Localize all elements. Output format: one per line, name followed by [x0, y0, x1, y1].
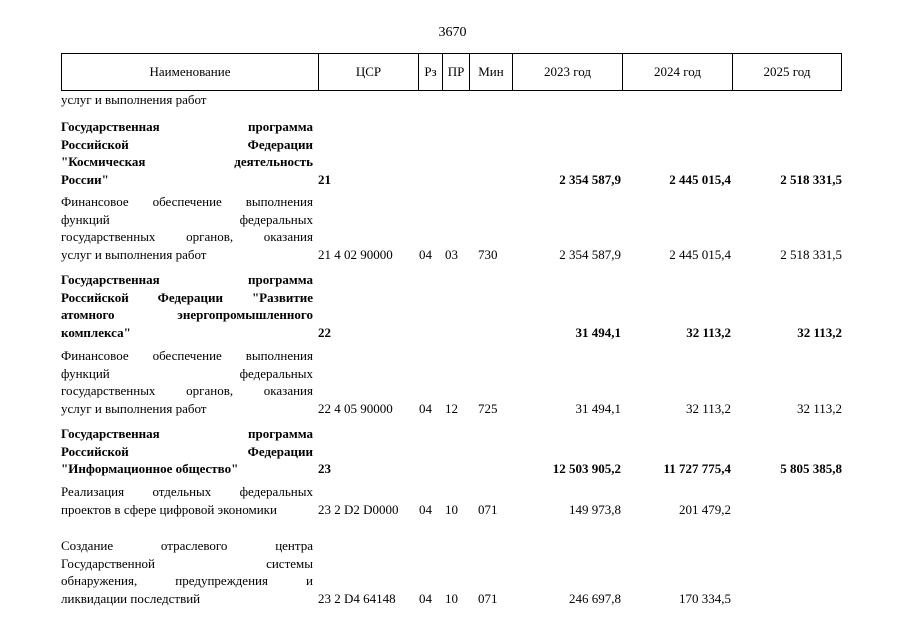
row-csr: 22 4 05 90000: [318, 400, 393, 416]
row-min: 071: [478, 501, 498, 517]
row-csr: 22: [318, 324, 331, 340]
row-pr: 10: [445, 590, 458, 606]
row-value-2024: 32 113,2: [685, 400, 731, 416]
row-name-line: "Информационное общество": [61, 461, 239, 476]
header-rz: Рз: [419, 54, 443, 90]
row-csr: 21: [318, 171, 331, 187]
row-pr: 03: [445, 246, 458, 262]
row-pr: 12: [445, 400, 458, 416]
row-min: 730: [478, 246, 498, 262]
row-value-2023: 2 354 587,9: [559, 171, 621, 187]
row-name-line: Российской Федерации "Развитие: [61, 289, 313, 305]
row-name-line: Создание отраслевого центра: [61, 538, 313, 553]
row-name-line: ликвидации последствий: [61, 590, 201, 606]
row-name-line: Государственная программа: [61, 272, 313, 287]
page-number: 3670: [438, 25, 467, 40]
row-name: [61, 425, 313, 478]
header-min: Мин: [470, 54, 513, 90]
row-value-2024: 11 727 775,4: [663, 461, 731, 476]
row-value-2025: 32 113,2: [797, 324, 842, 340]
header-2025: 2025 год: [763, 64, 811, 79]
row-value-2025: 32 113,2: [796, 400, 842, 416]
row-value-2023: 31 494,1: [575, 400, 621, 416]
header-2024: 2024 год: [623, 54, 733, 90]
row-value-2024: 170 334,5: [679, 590, 731, 606]
row-name: [61, 118, 313, 188]
row-rz: 04: [419, 246, 432, 262]
row-name-line: обнаружения, предупреждения и: [61, 573, 313, 588]
row-min: 071: [478, 590, 498, 606]
row-value-2025: 5 805 385,8: [780, 461, 842, 476]
row-name-line: Финансовое обеспечение выполнения: [61, 348, 313, 363]
row-name-line: атомного энергопромышленного: [61, 307, 313, 322]
row-name-line: Государственной системы: [61, 555, 313, 571]
row-name-line: комплекса": [61, 324, 131, 340]
row-rz: 04: [419, 590, 432, 606]
row-name-line: услуг и выполнения работ: [61, 400, 207, 416]
row-name-line: Государственная программа: [61, 426, 313, 441]
row-value-2023: 149 973,8: [569, 501, 621, 517]
row-csr: 21 4 02 90000: [318, 246, 393, 262]
row-name-line: Реализация отдельных федеральных: [61, 484, 313, 499]
row-rz: 04: [419, 501, 432, 517]
row-value-2024: 201 479,2: [679, 501, 731, 517]
row-csr: 23: [318, 461, 331, 476]
row-value-2023: 246 697,8: [569, 590, 621, 606]
row-csr: 23 2 D4 64148: [318, 590, 396, 606]
row-name-line: проектов в сфере цифровой экономики: [61, 501, 277, 517]
row-name: [61, 347, 313, 417]
row-name: [61, 271, 313, 341]
row-value-2024: 2 445 015,4: [669, 171, 731, 187]
row-value-2025: 2 518 331,5: [780, 171, 842, 187]
row-name: [61, 193, 313, 263]
row-name-line: Российской Федерации: [61, 136, 313, 152]
row-name-line: государственных органов, оказания: [61, 383, 313, 398]
carry-over-text: услуг и выполнения работ: [61, 92, 207, 107]
header-name: Наименование: [62, 54, 319, 90]
row-value-2023: 2 354 587,9: [559, 246, 621, 262]
row-name-line: Государственная программа: [61, 119, 313, 134]
row-min: 725: [478, 400, 498, 416]
row-name: [61, 483, 313, 518]
row-name-line: функций федеральных: [61, 365, 313, 381]
row-name: [61, 537, 313, 607]
row-rz: 04: [419, 400, 432, 416]
row-name-line: Финансовое обеспечение выполнения: [61, 194, 313, 209]
row-name-line: функций федеральных: [61, 211, 313, 227]
row-value-2023: 31 494,1: [575, 324, 621, 340]
row-value-2024: 32 113,2: [686, 324, 731, 340]
row-name-line: государственных органов, оказания: [61, 229, 313, 244]
row-name-line: Российской Федерации: [61, 443, 313, 459]
row-value-2023: 12 503 905,2: [552, 461, 621, 476]
header-csr: ЦСР: [319, 54, 419, 90]
table-header: [61, 53, 842, 91]
row-pr: 10: [445, 501, 458, 517]
header-pr: ПР: [443, 54, 470, 90]
row-value-2025: 2 518 331,5: [780, 246, 842, 262]
row-csr: 23 2 D2 D0000: [318, 501, 399, 517]
row-name-line: услуг и выполнения работ: [61, 246, 207, 262]
row-value-2024: 2 445 015,4: [669, 246, 731, 262]
row-name-line: "Космическая деятельность: [61, 154, 313, 169]
header-2023: 2023 год: [513, 54, 623, 90]
row-name-line: России": [61, 171, 109, 187]
